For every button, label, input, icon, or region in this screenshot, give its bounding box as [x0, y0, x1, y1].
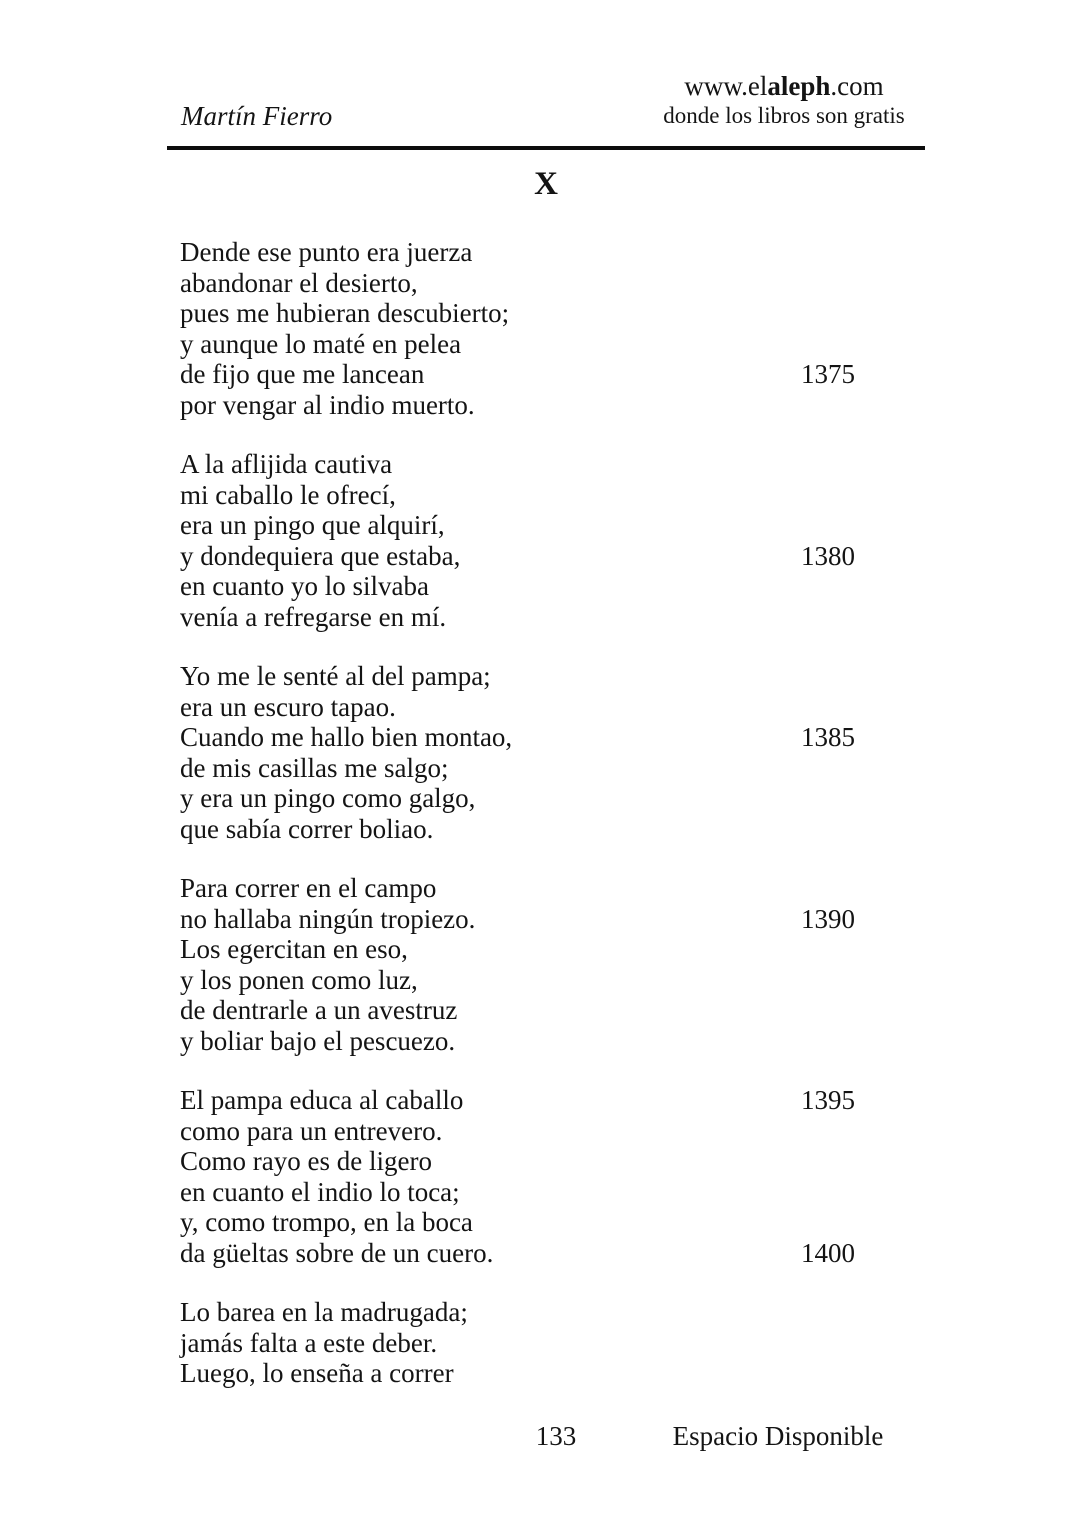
verse-text: y boliar bajo el pescuezo.	[180, 1025, 456, 1056]
verse-line	[180, 1085, 855, 1116]
verse-line	[180, 814, 855, 845]
verse-line	[180, 1146, 855, 1177]
poem-body	[180, 237, 855, 1418]
verse-text: Lo barea en la madrugada;	[180, 1297, 468, 1327]
verse-line	[180, 510, 855, 541]
site-url	[660, 70, 908, 102]
verse-line	[180, 753, 855, 784]
verse-line	[180, 1328, 855, 1359]
verse-text: Para correr en el campo	[180, 873, 437, 903]
verse-line	[180, 449, 855, 480]
verse-text: y, como trompo, en la boca	[180, 1207, 473, 1237]
verse-line	[180, 692, 855, 723]
verse-text: jamás falta a este deber.	[180, 1327, 438, 1358]
verse-line	[180, 934, 855, 965]
verse-text: y los ponen como luz,	[180, 964, 418, 995]
verse-text: da güeltas sobre de un cuero.	[180, 1237, 494, 1268]
site-url-bold: aleph	[767, 71, 831, 101]
verse-line	[180, 1026, 855, 1057]
verse-text: de dentrarle a un avestruz	[180, 995, 458, 1025]
verse-text: y era un pingo como galgo,	[180, 783, 476, 813]
verse-line	[180, 390, 855, 421]
verse-line	[180, 995, 855, 1026]
verse-text: que sabía correr boliao.	[180, 813, 434, 844]
verse-line	[180, 480, 855, 511]
verse-text: en cuanto el indio lo toca;	[180, 1176, 460, 1207]
verse-line	[180, 722, 855, 753]
site-header	[660, 70, 908, 130]
verse-line	[180, 602, 855, 633]
verse-text: El pampa educa al caballo	[180, 1085, 464, 1115]
verse-text: Dende ese punto era juerza	[180, 237, 473, 267]
verse-line	[180, 329, 855, 360]
verse-line-number: 1390	[801, 903, 855, 934]
verse-line-number: 1385	[801, 722, 855, 752]
site-url-suffix: .com	[830, 71, 884, 101]
verse-line	[180, 1358, 855, 1389]
page-number: 133	[535, 1421, 577, 1451]
verse-line-number: 1400	[801, 1237, 855, 1268]
verse-line	[180, 1238, 855, 1269]
verse-text: venía a refregarse en mí.	[180, 601, 447, 632]
verse-text: Luego, lo enseña a correr	[180, 1358, 454, 1388]
verse-line	[180, 571, 855, 602]
stanza	[180, 1297, 855, 1389]
verse-text: era un pingo que alquirí,	[180, 510, 445, 540]
verse-line	[180, 661, 855, 692]
verse-text: como para un entrevero.	[180, 1115, 443, 1146]
verse-line	[180, 237, 855, 268]
verse-line-number: 1395	[801, 1085, 855, 1115]
verse-text: pues me hubieran descubierto;	[180, 298, 510, 328]
verse-line	[180, 1177, 855, 1208]
verse-text: era un escuro tapao.	[180, 691, 396, 722]
verse-line-number: 1380	[801, 540, 855, 571]
verse-text: Cuando me hallo bien montao,	[180, 722, 513, 752]
verse-line	[180, 268, 855, 299]
chapter-heading: X	[534, 166, 558, 202]
verse-line	[180, 541, 855, 572]
verse-text: no hallaba ningún tropiezo.	[180, 903, 476, 934]
verse-text: en cuanto yo lo silvaba	[180, 571, 429, 601]
stanza	[180, 1085, 855, 1268]
verse-text: Los egercitan en eso,	[180, 934, 408, 964]
running-header-book-title: Martín Fierro	[181, 101, 333, 131]
site-url-prefix: www.el	[684, 71, 768, 101]
verse-line	[180, 1207, 855, 1238]
verse-line	[180, 298, 855, 329]
verse-text: por vengar al indio muerto.	[180, 389, 475, 420]
verse-text: y dondequiera que estaba,	[180, 540, 461, 571]
verse-line	[180, 965, 855, 996]
verse-text: y aunque lo maté en pelea	[180, 328, 462, 359]
verse-text: Como rayo es de ligero	[180, 1146, 432, 1176]
verse-text: Yo me le senté al del pampa;	[180, 661, 491, 691]
verse-text: abandonar el desierto,	[180, 267, 418, 298]
verse-line	[180, 1297, 855, 1328]
verse-line	[180, 359, 855, 390]
verse-line	[180, 783, 855, 814]
verse-text: de fijo que me lancean	[180, 359, 425, 389]
footer-label: Espacio Disponible	[672, 1421, 884, 1451]
stanza	[180, 873, 855, 1056]
verse-line	[180, 904, 855, 935]
verse-text: A la aflijida cautiva	[180, 449, 393, 479]
header-rule	[167, 146, 925, 150]
site-tagline: donde los libros son gratis	[663, 103, 905, 128]
verse-line	[180, 873, 855, 904]
verse-line-number: 1375	[801, 359, 855, 389]
stanza	[180, 237, 855, 420]
stanza	[180, 449, 855, 632]
verse-text: de mis casillas me salgo;	[180, 752, 449, 783]
verse-text: mi caballo le ofrecí,	[180, 479, 396, 510]
stanza	[180, 661, 855, 844]
verse-line	[180, 1116, 855, 1147]
